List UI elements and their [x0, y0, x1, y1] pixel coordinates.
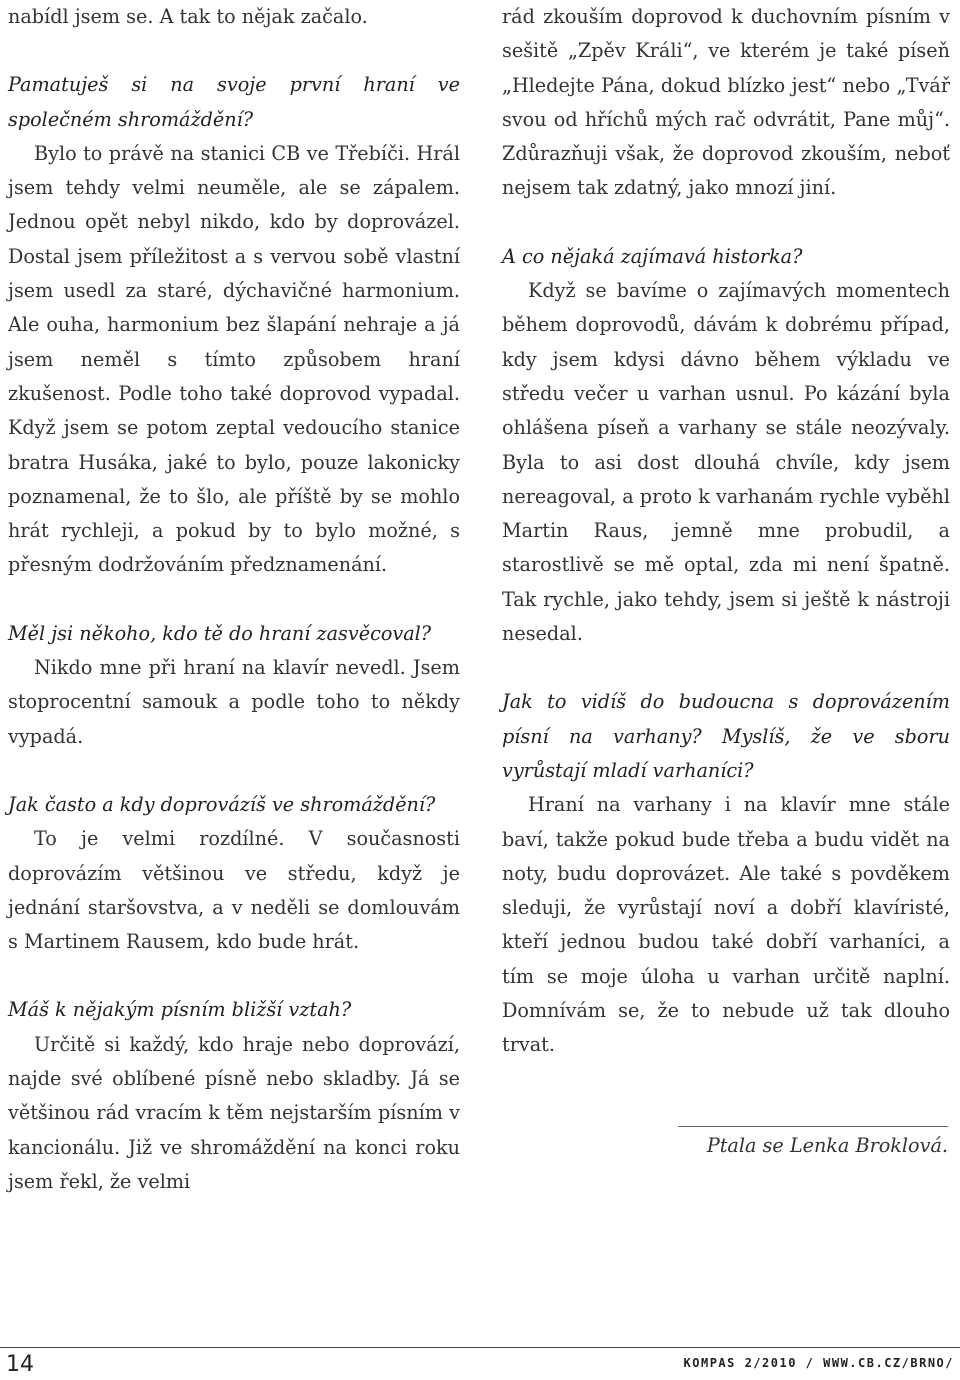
answer-future: Hraní na varhany i na klavír mne stále baví, takže pokud bude třeba a budu vidět na noty, budu doprovázet. Ale také s povděkem sleduji, že vyrůstají noví a dobří klavíristé, kteří jednou budou také dobří varhaníci, a tím se moje úloha u varhan určitě naplní. Domnívám se, že to nebude už tak dlouho trvat. — [502, 793, 950, 1057]
question-mentor: Měl jsi někoho, kdo tě do hraní zasvěcoval? — [8, 621, 432, 645]
footer-divider — [0, 1347, 960, 1348]
answer-favorite-songs: Určitě si každý, kdo hraje nebo doprovází, najde své oblíbené písně nebo skladby. Já se většinou rád vracím k těm nejstarším písním v kancionálu. Již ve shromáždění na konci roku jsem řekl, že velmi — [8, 1032, 460, 1193]
question-favorite-songs: Máš k nějakým písním bližší vztah? — [8, 998, 352, 1022]
answer-anecdote: Když se bavíme o zajímavých momentech během doprovodů, dávám k dobrému případ, kdy jsem kdysi dávno během výkladu ve středu večer u varhan usnul. Po kázání byla ohlášena píseň a varhany se stále neozývaly. Byla to asi dost dlouhá chvíle, kdy jsem nereagoval, a proto k varhanám rychle vyběhl Martin Raus, jemně mne probudil, a starostlivě se mě optal, zda mi není špatně. Tak rychle, jako tehdy, jsem si ještě k nástroji nesedal. — [502, 279, 950, 646]
answer-first-playing: Bylo to právě na stanici CB ve Třebíči. Hrál jsem tehdy velmi neuměle, ale se zápalem. Jednou opět nebyl nikdo, kdo by doprovázel. Dostal jsem příležitost a s vervou sobě vlastní jsem usedl za staré, dýchavičné harmonium. Ale ouha, harmonium bez šlapání nehraje a já jsem neměl s tímto způsobem hraní zkušenost. Podle toho také doprovod vypadal. Když jsem se potom zeptal vedoucího stanice bratra Husáka, jaké to bylo, pouze lakonicky poznamenal, že to šlo, ale příště by se mohlo hrát rychleji, a pokud by to bylo možné, s přesným dodržováním předznamenání. — [8, 141, 460, 577]
author-signature: Ptala se Lenka Broklová. — [706, 1134, 948, 1157]
question-future: Jak to vidíš do budoucna s doprovázením písní na varhany? Myslíš, že ve sboru vyrůstají mladí varhaníci? — [502, 690, 950, 782]
question-first-playing: Pamatuješ si na svoje první hraní ve společném shromáždění? — [8, 73, 460, 131]
right-column — [502, 0, 950, 1063]
answer-mentor: Nikdo mne při hraní na klavír nevedl. Jsem stoprocentní samouk a podle toho to někdy vypadá. — [8, 656, 460, 748]
question-anecdote: A co nějaká zajímavá historka? — [502, 244, 803, 268]
answer-how-often: To je velmi rozdílné. V současnosti doprovázím většinou ve středu, když je jednání staršovstva, a v neděli se domlouvám s Martinem Rausem, kdo bude hrát. — [8, 827, 460, 954]
publication-footer: KOMPAS 2/2010 / WWW.CB.CZ/BRNO/ — [683, 1356, 954, 1370]
continuation-paragraph: rád zkouším doprovod k duchovním písním v sešitě „Zpěv Králi“, ve kterém je také píseň „Hledejte Pána, dokud blízko jest“ nebo „Tvář svou od hříchů mých rač odvrátit, Pane můj“. Zdůrazňuji však, že doprovod zkouším, neboť nejsem tak zdatný, jako mnozí jiní. — [502, 5, 950, 200]
page-number: 14 — [6, 1352, 34, 1377]
intro-paragraph: nabídl jsem se. A tak to nějak začalo. — [8, 5, 368, 28]
question-how-often: Jak často a kdy doprovázíš ve shromáždění? — [8, 792, 436, 816]
left-column — [8, 0, 460, 1199]
signature-rule — [678, 1126, 948, 1127]
